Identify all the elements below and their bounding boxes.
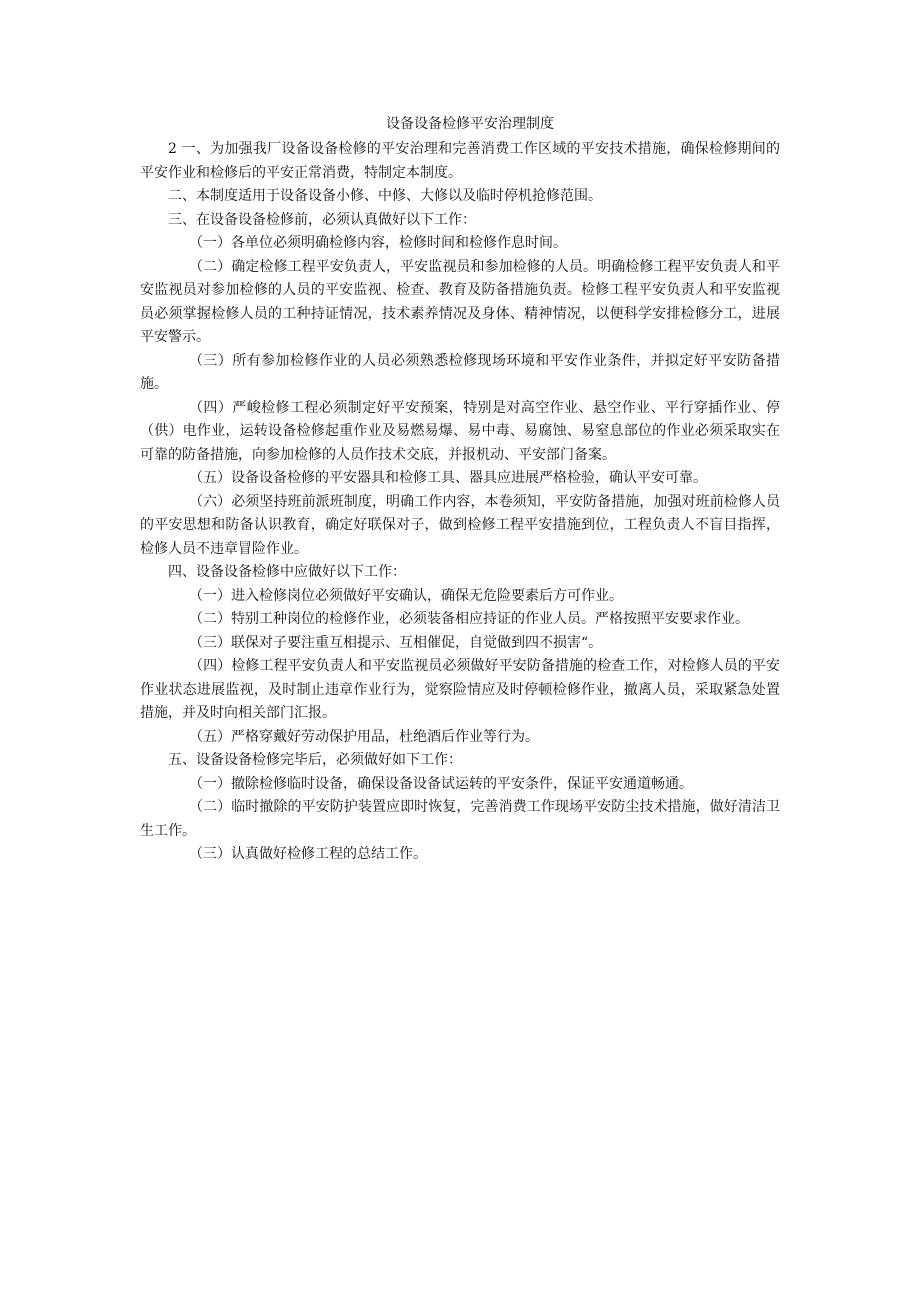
paragraph: （五）严格穿戴好劳动保护用品，杜绝酒后作业等行为。 <box>189 728 539 745</box>
paragraph: （三）认真做好检修工程的总结工作。 <box>189 846 427 862</box>
paragraph: （六）必须坚持班前派班制度，明确工作内容，本卷须知，平安防备措施，加强对班前检修人员的平安思想和防备认识教育，确定好联保对子，做到检修工程平安措施到位，工程负责人不盲目指挥，检修人员不违章冒险作业。 <box>140 493 780 557</box>
paragraph: 四、设备设备检修中应做好以下工作： <box>168 564 406 580</box>
document-page <box>140 112 780 867</box>
paragraph: （二）临时撤除的平安防护装置应即时恢复，完善消费工作现场平安防尘技术措施，做好清洁卫生工作。 <box>140 799 780 839</box>
paragraph: （三）所有参加检修作业的人员必须熟悉检修现场环境和平安作业条件，并拟定好平安防备措施。 <box>140 352 780 392</box>
paragraph: （二）确定检修工程平安负责人，平安监视员和参加检修的人员。明确检修工程平安负责人和平安监视员对参加检修的人员的平安监视、检查、教育及防备措施负责。检修工程平安负责人和平安监视员必须掌握检修人员的工种持证情况，技术素养情况及身体、精神情况，以便科学安排检修分工，进展平安警示。 <box>140 258 780 345</box>
paragraph: （三）联保对子要注重互相提示、互相催促，自觉做到四不损害“。 <box>189 634 603 651</box>
paragraph: （一）各单位必须明确检修内容，检修时间和检修作息时间。 <box>189 235 567 251</box>
document-title: 设备设备检修平安治理制度 <box>386 116 554 132</box>
paragraph: 三、在设备设备检修前，必须认真做好以下工作： <box>168 211 476 228</box>
paragraph: （四）严峻检修工程必须制定好平安预案，特别是对高空作业、悬空作业、平行穿插作业、停（供）电作业，运转设备检修起重作业及易燃易爆、易中毒、易腐蚀、易窒息部位的作业必须采取实在可靠的防备措施，向参加检修的人员作技术交底，并报机动、平安部门备案。 <box>140 399 780 463</box>
paragraph: （一）撤除检修临时设备，确保设备设备试运转的平安条件，保证平安通道畅通。 <box>189 775 693 792</box>
paragraph: （二）特别工种岗位的检修作业，必须装备相应持证的作业人员。严格按照平安要求作业。 <box>189 611 749 627</box>
document-body <box>140 138 780 867</box>
paragraph: （一）进入检修岗位必须做好平安确认，确保无危险要素后方可作业。 <box>189 587 623 604</box>
paragraph: 五、设备设备检修完毕后，必须做好如下工作： <box>168 752 462 768</box>
paragraph: 二、本制度适用于设备设备小修、中修、大修以及临时停机抢修范围。 <box>168 188 602 204</box>
paragraph: （五）设备设备检修的平安器具和检修工具、器具应进展严格检验，确认平安可靠。 <box>189 470 707 486</box>
paragraph: 2 一、为加强我厂设备设备检修的平安治理和完善消费工作区域的平安技术措施，确保检修期间的平安作业和检修后的平安正常消费，特制定本制度。 <box>140 141 780 181</box>
paragraph: （四）检修工程平安负责人和平安监视员必须做好平安防备措施的检查工作，对检修人员的平安作业状态进展监视，及时制止违章作业行为，觉察险情应及时停顿检修作业，撤离人员，采取紧急处置措施，并及时向相关部门汇报。 <box>140 658 780 721</box>
